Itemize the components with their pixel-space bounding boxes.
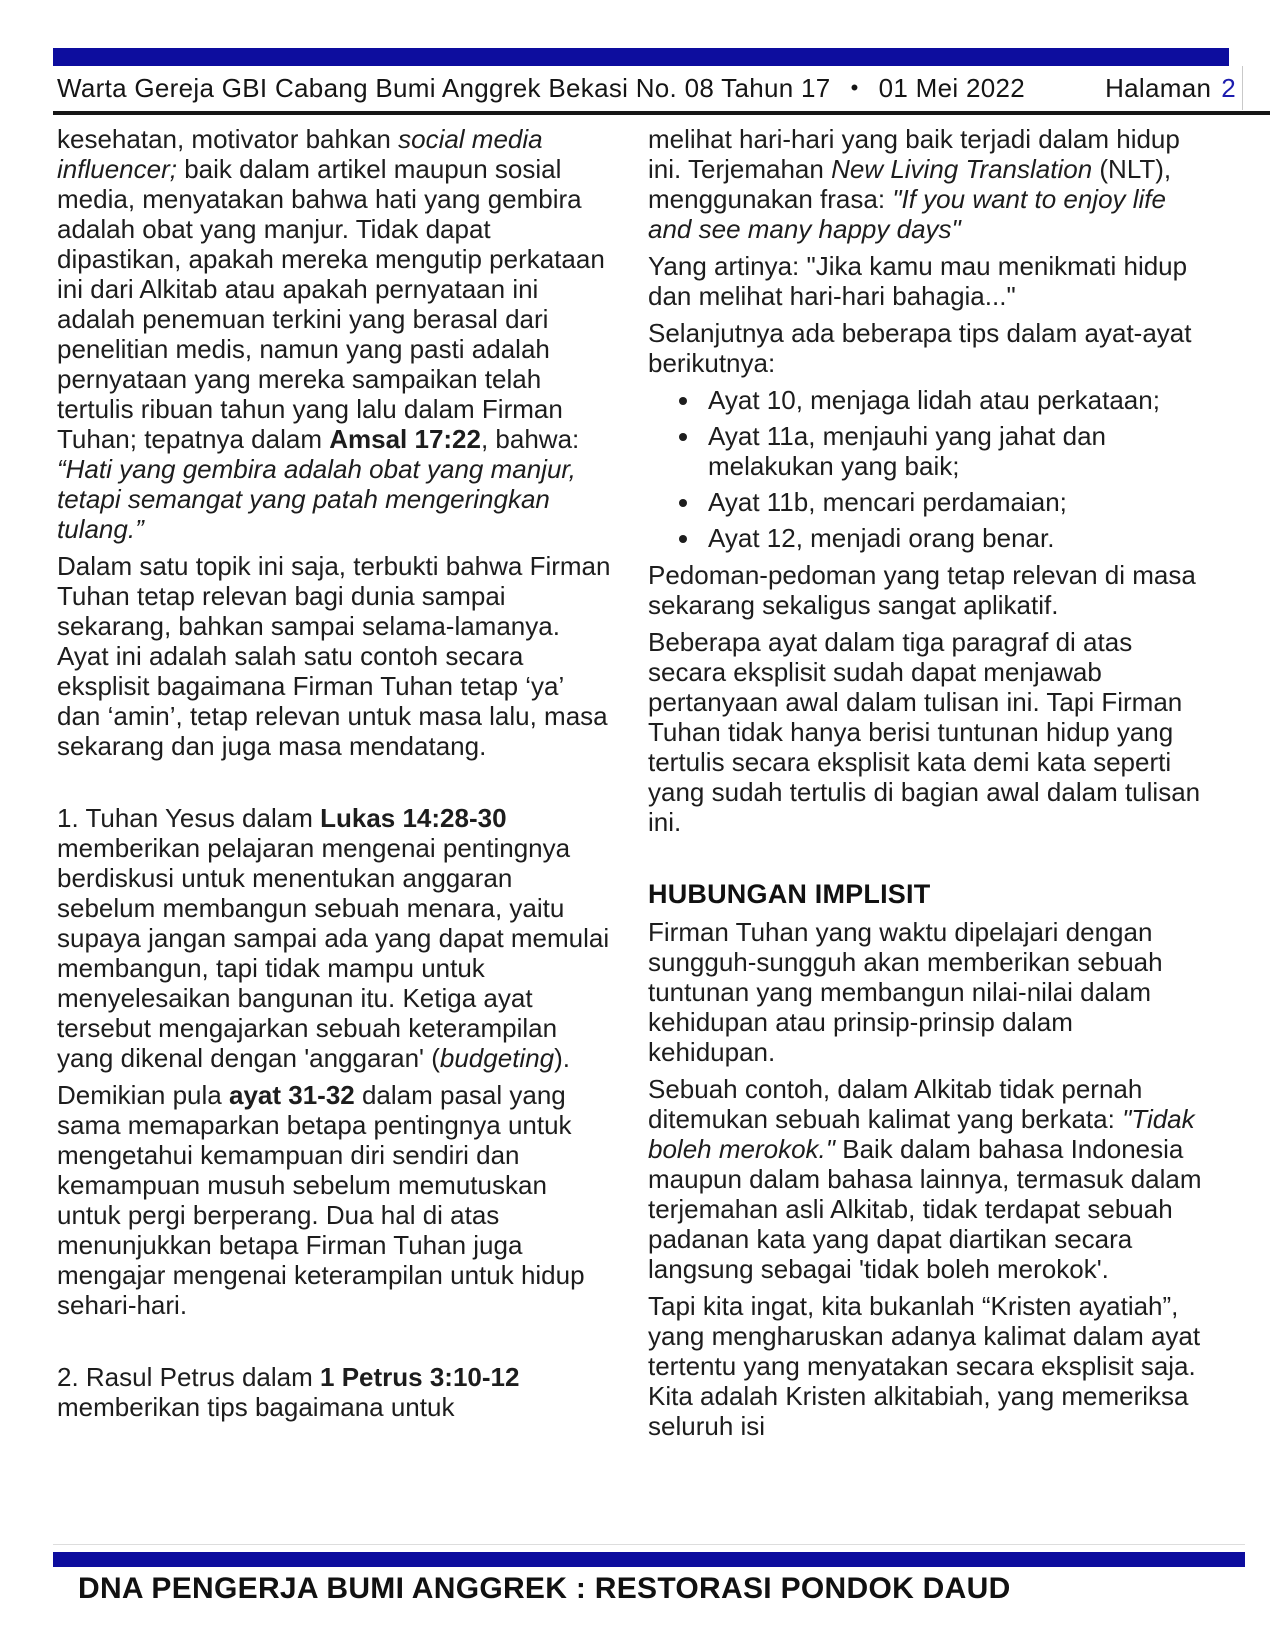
section-heading: HUBUNGAN IMPLISIT bbox=[648, 879, 931, 909]
bullet-item: • Ayat 11a, menjauhi yang jahat dan melakukan yang baik; bbox=[702, 421, 1203, 481]
text-run: Yang artinya: "Jika kamu mau menikmati hidup dan melihat hari-hari bahagia..." bbox=[648, 251, 1188, 311]
text-run: Sebuah contoh, dalam Alkitab tidak pernah ditemukan sebuah kalimat yang berkata: bbox=[648, 1074, 1143, 1134]
text-run: Baik dalam bahasa Indonesia maupun dalam bahasa lainnya, termasuk dalam terjemahan asli Alkitab, tidak terdapat sebuah padanan kata yang dapat diartikan secara langsung sebagai 'tidak boleh merokok'. bbox=[648, 1134, 1202, 1284]
text-run: Lukas 14:28-30 bbox=[320, 803, 507, 833]
article-body bbox=[57, 124, 1203, 1536]
bullet-separator: • bbox=[850, 75, 859, 100]
footer-banner: DNA PENGERJA BUMI ANGGREK : RESTORASI PONDOK DAUD bbox=[78, 1572, 1011, 1605]
text-run: "Tidak boleh merokok." bbox=[648, 1104, 1195, 1164]
paragraph bbox=[648, 627, 1203, 837]
text-run: Pedoman-pedoman yang tetap relevan di masa sekarang sekaligus sangat aplikatif. bbox=[648, 560, 1196, 620]
text-run: New Living Translation bbox=[831, 154, 1093, 184]
paragraph bbox=[57, 124, 612, 544]
masthead-date: 01 Mei 2022 bbox=[878, 72, 1025, 103]
page-number: 2 bbox=[1221, 72, 1236, 103]
footer-accent-bar bbox=[53, 1552, 1245, 1567]
text-run: dalam pasal yang sama memaparkan betapa pentingnya untuk mengetahui kemampuan diri sendiri dan kemampuan musuh sebelum memutuskan untuk pergi berperang. Dua hal di atas menunjukkan betapa Firman Tuhan juga mengajar mengenai keterampilan untuk hidup sehari-hari. bbox=[57, 1080, 585, 1320]
text-run: Dalam satu topik ini saja, terbukti bahwa Firman Tuhan tetap relevan bagi dunia sampai sekarang, bahkan sampai selama-lamanya. Ayat ini adalah salah satu contoh secara eksplisit bagaimana Firman Tuhan tetap ‘ya’ dan ‘amin’, tetap relevan untuk masa lalu, masa sekarang dan juga masa mendatang. bbox=[57, 551, 611, 761]
bullet-item: • Ayat 11b, mencari perdamaian; bbox=[702, 487, 1203, 517]
bullet-list bbox=[648, 385, 1203, 553]
paragraph bbox=[57, 1080, 612, 1320]
page-number-label: Halaman bbox=[1105, 72, 1212, 103]
text-run: memberikan pelajaran mengenai pentingnya berdiskusi untuk menentukan anggaran sebelum membangun sebuah menara, yaitu supaya jangan sampai ada yang dapat memulai membangun, tapi tidak mampu untuk menyelesaikan bangunan itu. Ketiga ayat tersebut mengajarkan sebuah keterampilan yang dikenal dengan 'anggaran' ( bbox=[57, 833, 610, 1073]
paragraph bbox=[57, 551, 612, 761]
text-run: Amsal 17:22 bbox=[329, 424, 481, 454]
text-run: , bahwa: bbox=[480, 424, 580, 454]
text-run: baik dalam artikel maupun sosial media, menyatakan bahwa hati yang gembira adalah obat yang manjur. Tidak dapat dipastikan, apakah mereka mengutip perkataan ini dari Alkitab atau apakah pernyataan ini adalah penemuan terkini yang berasal dari penelitian medis, namun yang pasti adalah pernyataan yang mereka sampaikan telah tertulis ribuan tahun yang lalu dalam Firman Tuhan; tepatnya dalam bbox=[57, 154, 605, 454]
paragraph bbox=[648, 917, 1203, 1067]
text-run: Firman Tuhan yang waktu dipelajari dengan sungguh-sungguh akan memberikan sebuah tuntunan yang membangun nilai-nilai dalam kehidupan atau prinsip-prinsip dalam kehidupan. bbox=[648, 917, 1163, 1067]
text-run: Selanjutnya ada beberapa tips dalam ayat-ayat berikutnya: bbox=[648, 318, 1192, 378]
footer-divider bbox=[53, 1544, 1245, 1545]
masthead-title: Warta Gereja GBI Cabang Bumi Anggrek Bekasi No. 08 Tahun 17 bbox=[57, 72, 831, 103]
text-run: Demikian pula bbox=[57, 1080, 229, 1110]
paragraph bbox=[648, 251, 1203, 311]
text-run: 1 Petrus 3:10-12 bbox=[320, 1362, 520, 1392]
paragraph bbox=[57, 1362, 612, 1422]
page-header bbox=[57, 66, 1243, 110]
left-column bbox=[57, 124, 612, 1536]
bullet-item: • Ayat 10, menjaga lidah atau perkataan; bbox=[702, 385, 1203, 415]
right-column bbox=[648, 124, 1203, 1536]
text-run: ayat 31-32 bbox=[228, 1080, 355, 1110]
text-run: kesehatan, motivator bahkan bbox=[57, 124, 399, 154]
paragraph bbox=[648, 318, 1203, 378]
bullet-item: • Ayat 12, menjadi orang benar. bbox=[702, 523, 1203, 553]
text-run: 1. Tuhan Yesus dalam bbox=[57, 803, 321, 833]
text-run: Tapi kita ingat, kita bukanlah “Kristen ayatiah”, yang mengharuskan adanya kalimat dalam ayat tertentu yang menyatakan secara eksplisit saja. Kita adalah Kristen alkitabiah, yang memeriksa seluruh isi bbox=[648, 1291, 1201, 1441]
header-divider bbox=[53, 111, 1270, 115]
text-run: (NLT), menggunakan frasa: bbox=[648, 154, 1172, 214]
newsletter-masthead bbox=[57, 73, 1025, 104]
paragraph bbox=[648, 124, 1203, 244]
text-run: memberikan tips bagaimana untuk bbox=[57, 1392, 455, 1422]
paragraph bbox=[648, 1074, 1203, 1284]
paragraph bbox=[648, 1291, 1203, 1441]
text-run: Beberapa ayat dalam tiga paragraf di atas secara eksplisit sudah dapat menjawab pertanyaan awal dalam tulisan ini. Tapi Firman Tuhan tidak hanya berisi tuntunan hidup yang tertulis secara eksplisit kata demi kata seperti yang sudah tertulis di bagian awal dalam tulisan ini. bbox=[648, 627, 1201, 837]
text-run: ). bbox=[554, 1043, 571, 1073]
text-run: melihat hari-hari yang baik terjadi dalam hidup ini. Terjemahan bbox=[648, 124, 1180, 184]
top-accent-bar bbox=[53, 48, 1229, 66]
page-number-area bbox=[1105, 73, 1236, 104]
text-run: 2. Rasul Petrus dalam bbox=[57, 1362, 321, 1392]
text-run: social media influencer; bbox=[57, 124, 543, 184]
text-run: “Hati yang gembira adalah obat yang manjur, tetapi semangat yang patah mengeringkan tulang.” bbox=[57, 454, 576, 544]
text-run: "If you want to enjoy life and see many happy days" bbox=[648, 184, 1166, 244]
paragraph bbox=[57, 803, 612, 1073]
paragraph bbox=[648, 560, 1203, 620]
text-run: budgeting bbox=[439, 1043, 555, 1073]
